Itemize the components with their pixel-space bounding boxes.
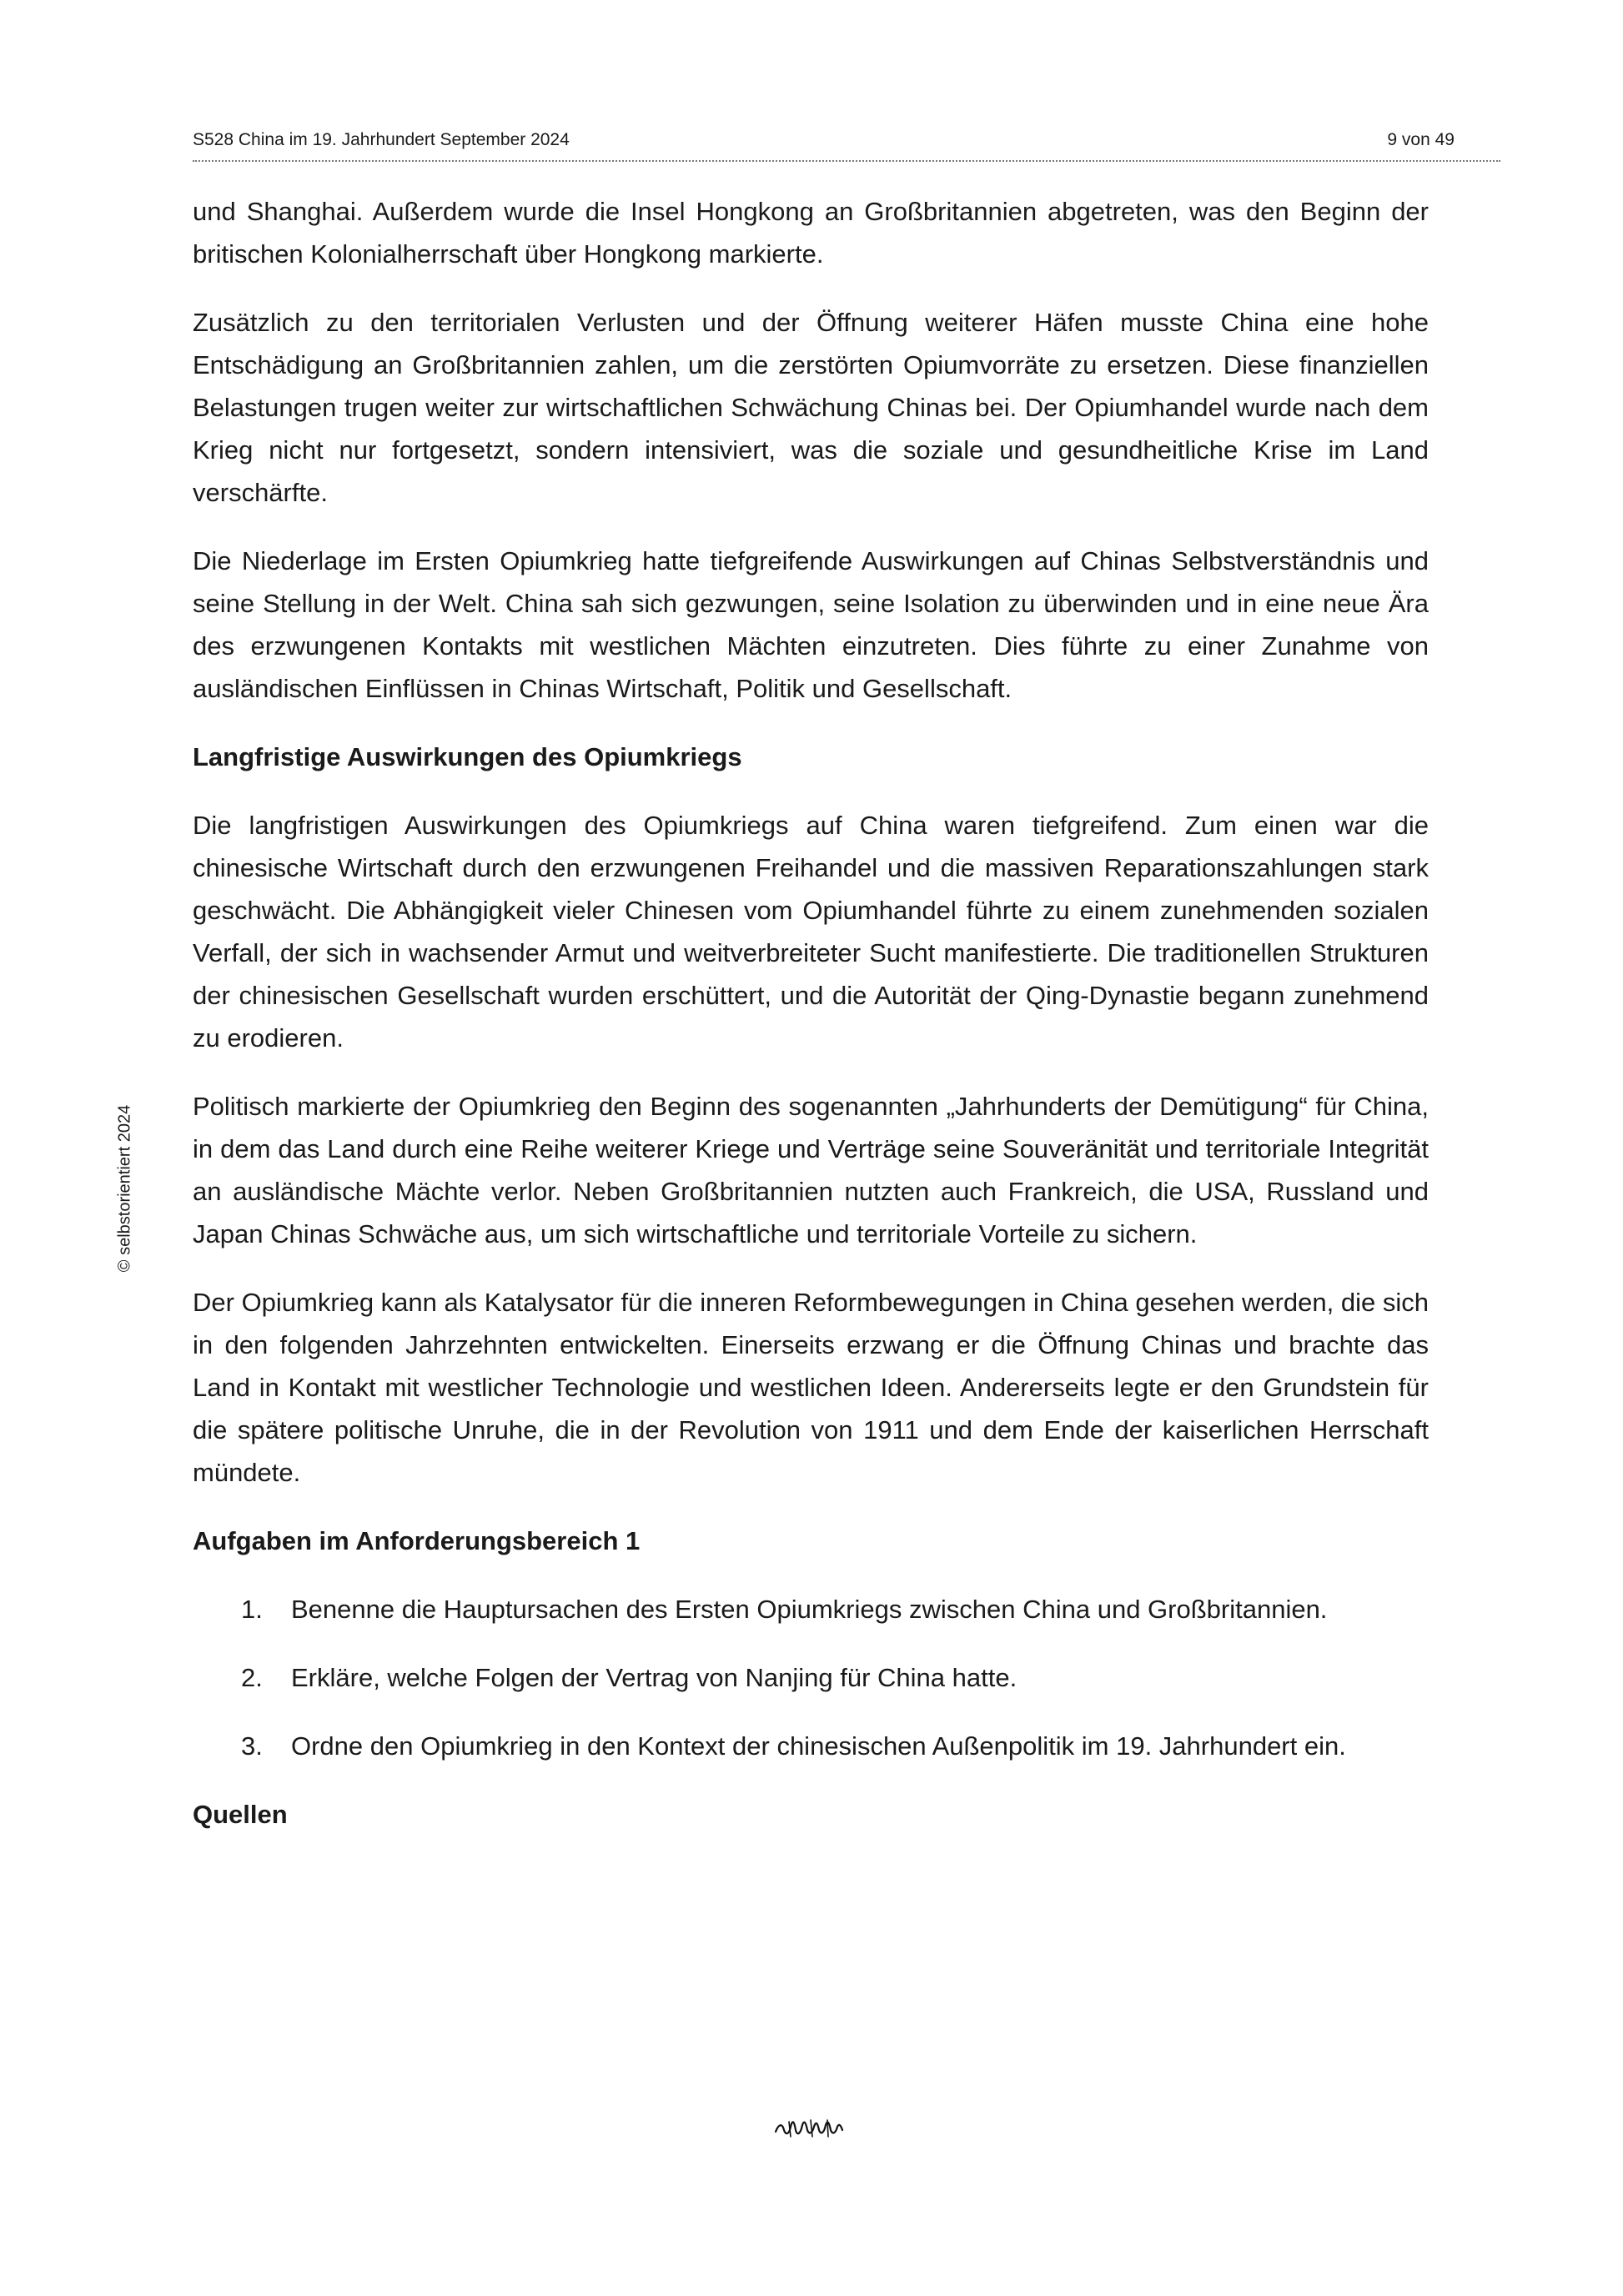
task-text: Erkläre, welche Folgen der Vertrag von Nanjing für China hatte. bbox=[291, 1663, 1018, 1692]
task-text: Ordne den Opiumkrieg in den Kontext der chinesischen Außenpolitik im 19. Jahrhundert ein. bbox=[291, 1731, 1346, 1761]
paragraph: Die langfristigen Auswirkungen des Opiumkriegs auf China waren tiefgreifend. Zum einen war die chinesische Wirtschaft durch den erzwungenen Freihandel und die massiven Reparationszahlungen stark geschwächt. Die Abhängigkeit vieler Chinesen vom Opiumhandel führte zu einem zunehmenden sozialen Verfall, der sich in wachsender Armut und weitverbreiteter Sucht manifestierte. Die traditionellen Strukturen der chinesischen Gesellschaft wurden erschüttert, und die Autorität der Qing-Dynastie begann zunehmend zu erodieren. bbox=[193, 811, 1429, 1053]
task-item bbox=[193, 1656, 1429, 1699]
document-body bbox=[193, 190, 1429, 1861]
task-number: 2. bbox=[241, 1663, 263, 1692]
task-list bbox=[193, 1588, 1429, 1767]
task-item bbox=[193, 1588, 1429, 1630]
page-number: 9 von 49 bbox=[1387, 130, 1455, 149]
paragraph: Der Opiumkrieg kann als Katalysator für die inneren Reformbewegungen in China gesehen werden, die sich in den folgenden Jahrzehnten entwickelten. Einerseits erzwang er die Öffnung Chinas und brachte das Land in Kontakt mit westlicher Technologie und westlichen Ideen. Andererseits legte er den Grundstein für die spätere politische Unruhe, die in der Revolution von 1911 und dem Ende der kaiserlichen Herrschaft mündete. bbox=[193, 1288, 1429, 1487]
signature-logo-icon bbox=[772, 2115, 844, 2140]
copyright-notice: © selbstorientiert 2024 bbox=[115, 1104, 134, 1273]
page-header bbox=[193, 127, 1500, 162]
paragraph: und Shanghai. Außerdem wurde die Insel Hongkong an Großbritannien abgetreten, was den Beginn der britischen Kolonialherrschaft über Hongkong markierte. bbox=[193, 197, 1429, 269]
task-number: 3. bbox=[241, 1731, 263, 1761]
document-title: S528 China im 19. Jahrhundert September 2024 bbox=[193, 130, 570, 149]
paragraph: Zusätzlich zu den territorialen Verlusten und der Öffnung weiterer Häfen musste China eine hohe Entschädigung an Großbritannien zahlen, um die zerstörten Opiumvorräte zu ersetzen. Diese finanziellen Belastungen trugen weiter zur wirtschaftlichen Schwächung Chinas bei. Der Opiumhandel wurde nach dem Krieg nicht nur fortgesetzt, sondern intensiviert, was die soziale und gesundheitliche Krise im Land verschärfte. bbox=[193, 308, 1429, 507]
task-number: 1. bbox=[241, 1595, 263, 1624]
section-heading: Langfristige Auswirkungen des Opiumkriegs bbox=[193, 742, 742, 771]
task-item bbox=[193, 1725, 1429, 1767]
section-heading: Aufgaben im Anforderungsbereich 1 bbox=[193, 1526, 641, 1555]
brand-logo bbox=[772, 2115, 844, 2140]
section-heading: Quellen bbox=[193, 1800, 288, 1829]
task-text: Benenne die Hauptursachen des Ersten Opiumkriegs zwischen China und Großbritannien. bbox=[291, 1595, 1328, 1624]
paragraph: Die Niederlage im Ersten Opiumkrieg hatte tiefgreifende Auswirkungen auf Chinas Selbstverständnis und seine Stellung in der Welt. China sah sich gezwungen, seine Isolation zu überwinden und in eine neue Ära des erzwungenen Kontakts mit westlichen Mächten einzutreten. Dies führte zu einer Zunahme von ausländischen Einflüssen in Chinas Wirtschaft, Politik und Gesellschaft. bbox=[193, 546, 1429, 703]
paragraph: Politisch markierte der Opiumkrieg den Beginn des sogenannten „Jahrhunderts der Demütigung“ für China, in dem das Land durch eine Reihe weiterer Kriege und Verträge seine Souveränität und territoriale Integrität an ausländische Mächte verlor. Neben Großbritannien nutzten auch Frankreich, die USA, Russland und Japan Chinas Schwäche aus, um sich wirtschaftliche und territoriale Vorteile zu sichern. bbox=[193, 1092, 1429, 1248]
